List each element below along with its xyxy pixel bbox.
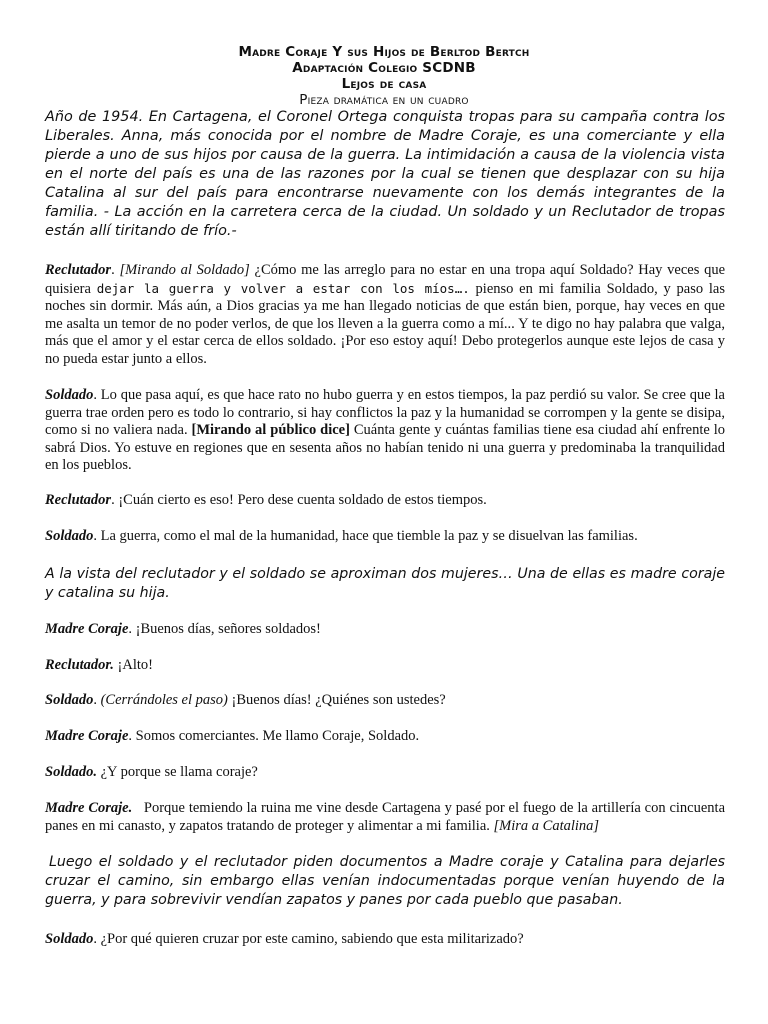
dialogue-line: Soldado. La guerra, como el mal de la humanidad, hace que tiemble la paz y se disuelvan las familias. [45, 528, 638, 544]
play-title: Madre Coraje Y sus Hijos de Berltod Bertch [238, 44, 530, 60]
speaker-name: Soldado. [45, 764, 97, 780]
adaptation-line: Adaptación Colegio SCDNB [292, 60, 476, 76]
dialogue-line [45, 800, 725, 835]
speaker-name: Madre Coraje [45, 621, 129, 637]
line-text: Cuánta gente y cuántas familias tiene esa ciudad ahí enfrente lo sabrá Dios. Yo estuve en regiones que en sesenta años no habían tenido ni una guerra y predominaba la tranquilidad en los pueblos. [45, 422, 725, 473]
speaker-name: Reclutador [45, 492, 112, 508]
speaker-name: Madre Coraje [45, 728, 129, 744]
dialogue-line: Madre Coraje. ¡Buenos días, señores soldados! [45, 621, 321, 637]
line-text: ¿Y porque se llama coraje? [100, 764, 258, 780]
line-text: ¿Por qué quieren cruzar por este camino, sabiendo que esta militarizado? [100, 931, 524, 947]
stage-direction: [Mirando al Soldado] [119, 262, 250, 278]
stage-direction: [Mira a Catalina] [493, 817, 600, 834]
dialogue-line: Soldado. ¿Por qué quieren cruzar por este camino, sabiendo que esta militarizado? [45, 931, 524, 947]
line-text: pienso en mi familia Soldado, y paso las noches sin dormir. Más aún, a Dios gracias ya me han llegado noticias de que están bien, porque, hay veces en que me asalta un temor de no poder verlos, de que los lleven a la guerra como a mí... Y te digo no hay palabra que valga, más que el amor y el estar cerca de ellos soldado. ¡Por eso estoy aquí! Debo protegerlos aunque este lejos de casa y no pueda estar junto a ellos. [45, 280, 725, 367]
speaker-name: Soldado [45, 931, 94, 947]
line-text: ¿Cómo me las arreglo para no estar en una tropa aquí Soldado? Hay veces que quisiera [45, 262, 726, 297]
stage-direction-paragraph: Luego el soldado y el reclutador piden documentos a Madre coraje y Catalina para dejarles cruzar el camino, sin embargo ellas venían indocumentadas porque venían huyendo de la guerra, y para sobrevivir vendían zapatos y panes por cada pueblo que pasaban. [45, 854, 725, 908]
speaker-name: Soldado [45, 528, 94, 544]
intro-paragraph: Año de 1954. En Cartagena, el Coronel Ortega conquista tropas para su campaña contra los Liberales. Anna, más conocida por el nombre de Madre Coraje, es una comerciante y ella pierde a uno de sus hijos por causa de la guerra. La intimidación a causa de la violencia vista en el norte del país es una de las razones por la cual se tienen que desplazar con su hija Catalina al sur del país para encontrarse nuevamente con los demás integrantes de la familia. - La acción en la carretera cerca de la ciudad. Un soldado y un Reclutador de tropas están allí tiritando de frío.- [45, 109, 725, 239]
play-genre: Pieza dramática en un cuadro [299, 92, 469, 108]
speaker-name: Reclutador [45, 262, 112, 278]
line-text: ¡Alto! [117, 657, 153, 673]
stage-direction: [Mirando al público dice] [191, 422, 350, 438]
line-text: ¡Cuán cierto es eso! Pero dese cuenta soldado de estos tiempos. [118, 492, 487, 508]
play-subtitle: Lejos de casa [341, 76, 427, 92]
line-text: Somos comerciantes. Me llamo Coraje, Soldado. [135, 728, 420, 744]
stage-direction: (Cerrándoles el paso) [100, 692, 228, 708]
dialogue-line: Madre Coraje. Somos comerciantes. Me llamo Coraje, Soldado. [45, 728, 420, 744]
line-text: ¡Buenos días! ¿Quiénes son ustedes? [231, 692, 446, 708]
line-text-typewriter: dejar la guerra y volver a estar con los míos…. [96, 280, 470, 296]
dialogue-line [45, 657, 725, 675]
speaker-name: Madre Coraje. [45, 800, 133, 816]
line-text: Lo que pasa aquí, es que hace rato no hubo guerra y en estos tiempos, la paz perdió su valor. Se cree que la guerra trae orden pero es todo lo contrario, si hay conflictos la paz y la humanidad se corrompen y la gente se disipa, como si no valiera nada. [45, 387, 725, 438]
line-text: ¡Buenos días, señores soldados! [135, 621, 321, 637]
line-text: La guerra, como el mal de la humanidad, hace que tiemble la paz y se disuelvan las familias. [100, 528, 638, 544]
speaker-name: Soldado [45, 387, 94, 403]
stage-direction-paragraph: A la vista del reclutador y el soldado se aproximan dos mujeres… Una de ellas es madre coraje y catalina su hija. [45, 566, 725, 601]
speaker-name: Reclutador. [45, 657, 114, 673]
dialogue-line [45, 764, 725, 782]
line-text: Porque temiendo la ruina me vine desde Cartagena y pasé por el fuego de la artillería con cincuenta panes en mi canasto, y zapatos tratando de proteger y alimentar a mi familia. [45, 800, 726, 834]
speaker-name: Soldado [45, 692, 94, 708]
dialogue-line: Soldado. (Cerrándoles el paso) ¡Buenos días! ¿Quiénes son ustedes? [45, 692, 446, 708]
dialogue-line: Reclutador. [Mirando al Soldado] ¿Cómo me las arreglo para no estar en una tropa aquí Soldado? Hay veces que quisiera dejar la guerra y volver a estar con los míos…. pienso en mi familia Soldado, y paso las noches sin dormir. Más aún, a Dios gracias ya me han llegado noticias de que están bien, porque, hay veces en que me asalta un temor de no poder verlos, de que los lleven a la guerra como a mí... Y te digo no hay palabra que valga, más que el amor y el estar cerca de ellos soldado. ¡Por eso estoy aquí! Debo protegerlos aunque este lejos de casa y no pueda estar junto a ellos. [45, 262, 726, 367]
dialogue-line: Soldado. Lo que pasa aquí, es que hace rato no hubo guerra y en estos tiempos, la paz perdió su valor. Se cree que la guerra trae orden pero es todo lo contrario, si hay conflictos la paz y la humanidad se corrompen y la gente se disipa, como si no valiera nada. [Mirando al público dice] Cuánta gente y cuántas familias tiene esa ciudad ahí enfrente lo sabrá Dios. Yo estuve en regiones que en sesenta años no habían tenido ni una guerra y predominaba la tranquilidad en los pueblos. [45, 387, 725, 473]
dialogue-line: Reclutador. ¡Cuán cierto es eso! Pero dese cuenta soldado de estos tiempos. [45, 492, 487, 508]
